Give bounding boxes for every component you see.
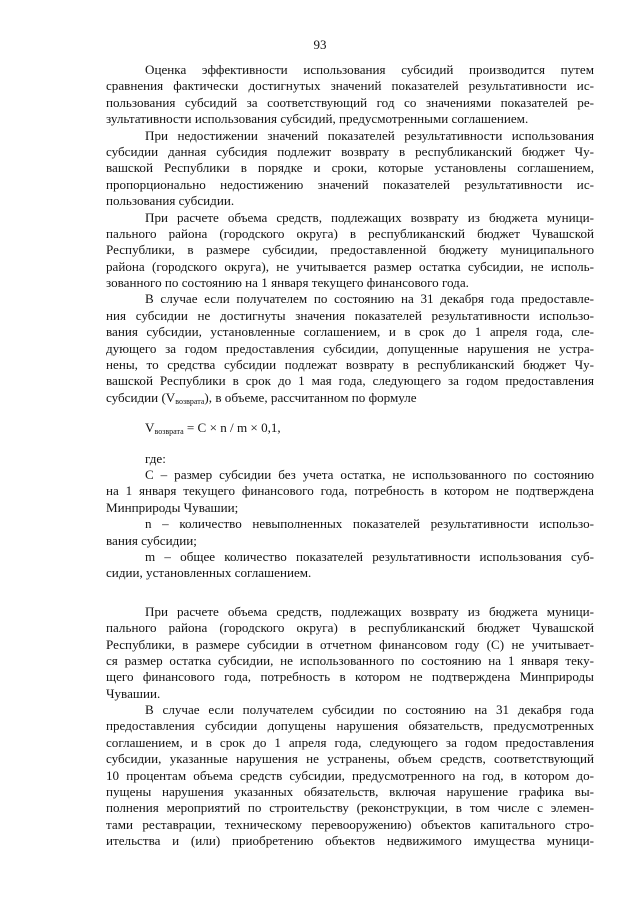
text-line: При недостижении значений показателей результативности использования bbox=[145, 127, 594, 143]
text-line: При расчете объема средств, подлежащих возврату из бюджета муници- bbox=[145, 209, 594, 225]
text-fragment: ), в объеме, рассчитанном по формуле bbox=[204, 389, 417, 405]
paragraph-evaluation bbox=[106, 62, 594, 128]
text-line: вания субсидии; bbox=[106, 532, 197, 548]
paragraph-calculation bbox=[106, 210, 594, 292]
definition-c: C – размер субсидии без учета остатка, не использованного по состоянию bbox=[145, 466, 594, 482]
paragraph-calculation-c bbox=[106, 604, 594, 702]
text-line: ительства и (или) приобретению объектов недвижимого имущества муници- bbox=[106, 833, 594, 849]
text-line: В случае если получателем субсидии по состоянию на 31 декабря года bbox=[145, 702, 594, 718]
text-line: 10 процентам объема средств субсидии, предусмотренного на год, в котором до- bbox=[106, 767, 594, 783]
text-line: пользования субсидий за соответствующий год со значениями показателей ре- bbox=[106, 94, 594, 110]
text-line: полнения мероприятий по строительству (реконструкции, в том числе с элемен- bbox=[106, 800, 594, 816]
text-line: дующего за годом предоставления субсидии, допущенные нарушения не устра- bbox=[106, 340, 594, 356]
text-line: пального района (городского округа) в республиканский бюджет Чувашской bbox=[106, 225, 594, 241]
text-line: Республики, в размере субсидии, предоставленной бюджету муниципального bbox=[106, 242, 594, 258]
text-line: вашской Республики в срок до 1 мая года, следующего за годом предоставления bbox=[106, 373, 594, 389]
text-line: зультативности использования субсидий, предусмотренными соглашением. bbox=[106, 111, 529, 127]
text-line: вания субсидии, установленные соглашением, и в срок до 1 апреля года, сле- bbox=[106, 324, 594, 340]
where-label: где: bbox=[145, 450, 166, 466]
text-line: вашской Республики в порядке и сроки, которые установлены соглашением, bbox=[106, 160, 594, 176]
text-line: сравнения фактически достигнутых значений показателей результативности ис- bbox=[106, 78, 594, 94]
text-line: пользования субсидии. bbox=[106, 193, 235, 209]
formula-expression: = C × n / m × 0,1, bbox=[183, 420, 281, 436]
formula-definitions bbox=[106, 451, 594, 582]
text-line: ся размер остатка субсидии, не использованного по состоянию на 1 января теку- bbox=[106, 652, 594, 668]
text-line: пального района (городского округа) в республиканский бюджет Чувашской bbox=[106, 620, 594, 636]
text-line: сидии, установленных соглашением. bbox=[106, 565, 312, 581]
paragraph-violations bbox=[106, 702, 594, 850]
text-line: В случае если получателем по состоянию на 31 декабря года предоставле- bbox=[145, 291, 594, 307]
text-line: При расчете объема средств, подлежащих возврату из бюджета муници- bbox=[145, 603, 594, 619]
paragraph-return-case bbox=[106, 291, 594, 406]
text-line: щего финансового года, потребность в котором не подтверждена Минприроды bbox=[106, 669, 594, 685]
text-line: субсидии, указанные нарушения не устранены, объем средств, соответствующий bbox=[106, 751, 594, 767]
text-line: предоставления субсидии допущены нарушения обязательств, предусмотренных bbox=[106, 718, 594, 734]
definition-m: m – общее количество показателей результативности использования суб- bbox=[145, 548, 594, 564]
text-line: пущены нарушения указанных обязательств, включая нарушение графика вы- bbox=[106, 784, 594, 800]
text-line: Минприроды Чувашии; bbox=[106, 499, 239, 515]
text-line: на 1 января текущего финансового года, потребность в котором не подтверждена bbox=[106, 483, 594, 499]
text-line: зованного по состоянию на 1 января текущего финансового года. bbox=[106, 275, 469, 291]
text-line: нены, то средства субсидии подлежат возврату в республиканский бюджет Чу- bbox=[106, 357, 594, 373]
definition-n: n – количество невыполненных показателей результативности использо- bbox=[145, 516, 594, 532]
text-line: соглашением, и в срок до 1 апреля года, следующего за годом предоставления bbox=[106, 734, 594, 750]
formula-subscript: возврата bbox=[154, 427, 184, 437]
page-content bbox=[106, 62, 594, 850]
formula bbox=[106, 420, 594, 436]
text-line: Чувашии. bbox=[106, 685, 161, 701]
text-line: ния субсидии не достигнуты значения показателей результативности использо- bbox=[106, 307, 594, 323]
text-line: тами реставрации, техническому перевооружению) объектов капитального стро- bbox=[106, 816, 594, 832]
text-line bbox=[106, 390, 594, 406]
text-line: района (городского округа), не учитывается размер остатка субсидии, не исполь- bbox=[106, 258, 594, 274]
text-line: Оценка эффективности использования субсидий производится путем bbox=[145, 62, 594, 77]
formula-variable: V bbox=[145, 420, 155, 436]
text-line: Республики, в размере субсидии в отчетном финансовом году (C) не учитывает- bbox=[106, 636, 594, 652]
text-line: пропорционально недостижению значений показателей результативности ис- bbox=[106, 176, 594, 192]
page-number: 93 bbox=[313, 37, 327, 52]
text-line: субсидии данная субсидия подлежит возврату в республиканский бюджет Чу- bbox=[106, 143, 594, 159]
subscript: возврата bbox=[175, 396, 205, 406]
text-fragment: субсидии (V bbox=[106, 389, 176, 405]
paragraph-non-achievement bbox=[106, 128, 594, 210]
